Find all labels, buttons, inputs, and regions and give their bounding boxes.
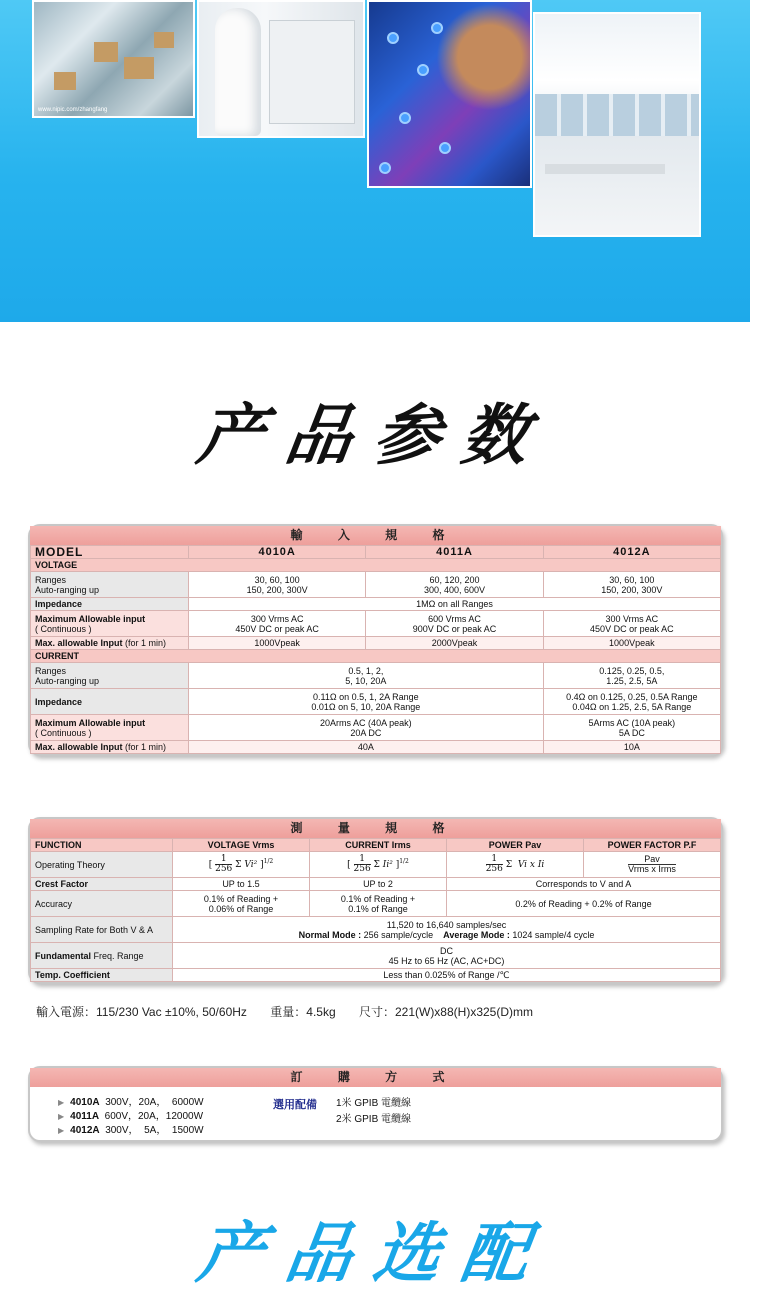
irms-formula: [ $\frac{1}{256}$ Σ Ii² ]$^{1/2}$ — [310, 852, 447, 878]
v-ranges-4011a: 60, 120, 200 300, 400, 600V — [366, 572, 543, 598]
voltage-section: VOLTAGE — [31, 559, 721, 572]
crest-i: UP to 2 — [310, 878, 447, 891]
v-max-1min-4010a: 1000Vpeak — [189, 637, 366, 650]
accuracy-label: Accuracy — [31, 891, 173, 917]
v-max-cont-4010a: 300 Vrms AC 450V DC or peak AC — [189, 611, 366, 637]
order-item: ▶ 4011A 600V，20A，12000W — [58, 1111, 204, 1122]
size-info: 尺寸：221(W)x88(H)x325(D)mm — [358, 1005, 533, 1019]
accessory-label: 選用配備 — [273, 1099, 317, 1111]
sampling-label: Sampling Rate for Both V & A — [31, 917, 173, 943]
c-ranges-4012a: 0.125, 0.25, 0.5, 1.25, 2.5, 5A — [543, 663, 720, 689]
accuracy-v: 0.1% of Reading + 0.06% of Range — [173, 891, 310, 917]
fund-value: DC 45 Hz to 65 Hz (AC, AC+DC) — [173, 943, 721, 969]
measure-spec-table — [30, 838, 721, 982]
warehouse-photo — [32, 0, 195, 118]
c-impedance-4012a: 0.4Ω on 0.125, 0.25, 0.5A Range 0.04Ω on 1.25, 2.5, 5A Range — [543, 689, 720, 715]
photo-watermark: www.nipic.com/zhangfang — [38, 107, 108, 113]
temp-value: Less than 0.025% of Range /℃ — [173, 969, 721, 982]
v-max-1min-4012a: 1000Vpeak — [543, 637, 720, 650]
v-max-1min-4011a: 2000Vpeak — [366, 637, 543, 650]
c-max-1min-label: Max. allowable Input (for 1 min) — [31, 741, 189, 754]
operating-theory-label: Operating Theory — [31, 852, 173, 878]
product-fit-title: 产品选配 — [192, 1214, 556, 1292]
fund-label: Fundamental Freq. Range — [31, 943, 173, 969]
circuit-engineer-photo — [367, 0, 532, 188]
v-max-cont-4011a: 600 Vrms AC 900V DC or peak AC — [366, 611, 543, 637]
model-4011a: 4011A — [366, 546, 543, 559]
power-header: POWER Pav — [447, 839, 584, 852]
c-ranges-4010a-4011a: 0.5, 1, 2, 5, 10, 20A — [189, 663, 544, 689]
cleanroom-photo — [197, 0, 365, 138]
measure-spec-panel — [28, 817, 723, 984]
c-ranges-label: Ranges Auto-ranging up — [31, 663, 189, 689]
current-header: CURRENT Irms — [310, 839, 447, 852]
triangle-bullet-icon: ▶ — [58, 1112, 65, 1121]
v-max-1min-label: Max. allowable Input (for 1 min) — [31, 637, 189, 650]
product-params-title: 产品参数 — [192, 396, 556, 474]
c-max-1min-4010a-4011a: 40A — [189, 741, 544, 754]
c-max-1min-4012a: 10A — [543, 741, 720, 754]
order-item: ▶ 4010A 300V，20A， 6000W — [58, 1097, 204, 1108]
vrms-formula: [ $\frac{1}{256}$ Σ Vi² ]$^{1/2}$ — [173, 852, 310, 878]
model-label: MODEL — [31, 546, 189, 559]
panel-title: 輸 入 規 格 — [30, 526, 721, 545]
crest-p: Corresponds to V and A — [447, 878, 721, 891]
c-max-cont-4010a-4011a: 20Arms AC (40A peak) 20A DC — [189, 715, 544, 741]
c-max-cont-label: Maximum Allowable input ( Continuous ) — [31, 715, 189, 741]
v-impedance-label: Impedance — [31, 598, 189, 611]
pf-formula: $\frac{\text{Pav}}{\text{Vrms x Irms}}$ — [584, 852, 721, 878]
accessory-list — [336, 1096, 411, 1128]
crest-v: UP to 1.5 — [173, 878, 310, 891]
pf-header: POWER FACTOR P.F — [584, 839, 721, 852]
power-info: 輸入電源：115/230 Vac ±10%, 50/60Hz — [36, 1005, 247, 1019]
v-max-cont-4012a: 300 Vrms AC 450V DC or peak AC — [543, 611, 720, 637]
c-impedance-4010a-4011a: 0.11Ω on 0.5, 1, 2A Range 0.01Ω on 5, 10, 20A Range — [189, 689, 544, 715]
accuracy-i: 0.1% of Reading + 0.1% of Range — [310, 891, 447, 917]
triangle-bullet-icon: ▶ — [58, 1098, 65, 1107]
panel-title: 測 量 規 格 — [30, 819, 721, 838]
model-4012a: 4012A — [543, 546, 720, 559]
spec-summary — [36, 1003, 553, 1020]
temp-label: Temp. Coefficient — [31, 969, 173, 982]
input-spec-table — [30, 545, 721, 754]
order-item: ▶ 4012A 300V， 5A， 1500W — [58, 1125, 204, 1136]
v-ranges-4010a: 30, 60, 100 150, 200, 300V — [189, 572, 366, 598]
accuracy-p: 0.2% of Reading + 0.2% of Range — [447, 891, 721, 917]
accessory-item: 1米 GPIB 電纜線 — [336, 1098, 412, 1109]
crest-label: Crest Factor — [31, 878, 173, 891]
office-photo — [533, 12, 701, 237]
order-panel — [28, 1066, 723, 1142]
weight-info: 重量：4.5kg — [270, 1005, 336, 1019]
pav-formula: $\frac{1}{256}$ Σ Vi x Ii — [447, 852, 584, 878]
current-section: CURRENT — [31, 650, 721, 663]
order-list — [58, 1096, 204, 1138]
v-ranges-label: Ranges Auto-ranging up — [31, 572, 189, 598]
sampling-value: 11,520 to 16,640 samples/sec Normal Mode : 256 sample/cycle Average Mode : 1024 sample/4 cycle — [173, 917, 721, 943]
input-spec-panel — [28, 524, 723, 756]
triangle-bullet-icon: ▶ — [58, 1126, 65, 1135]
accessory-item: 2米 GPIB 電纜線 — [336, 1114, 412, 1125]
v-impedance: 1MΩ on all Ranges — [189, 598, 721, 611]
c-max-cont-4012a: 5Arms AC (10A peak) 5A DC — [543, 715, 720, 741]
model-4010a: 4010A — [189, 546, 366, 559]
v-ranges-4012a: 30, 60, 100 150, 200, 300V — [543, 572, 720, 598]
c-impedance-label: Impedance — [31, 689, 189, 715]
v-max-cont-label: Maximum Allowable input ( Continuous ) — [31, 611, 189, 637]
voltage-header: VOLTAGE Vrms — [173, 839, 310, 852]
photo-banner — [0, 0, 750, 322]
function-header: FUNCTION — [31, 839, 173, 852]
panel-title: 訂 購 方 式 — [30, 1068, 721, 1087]
